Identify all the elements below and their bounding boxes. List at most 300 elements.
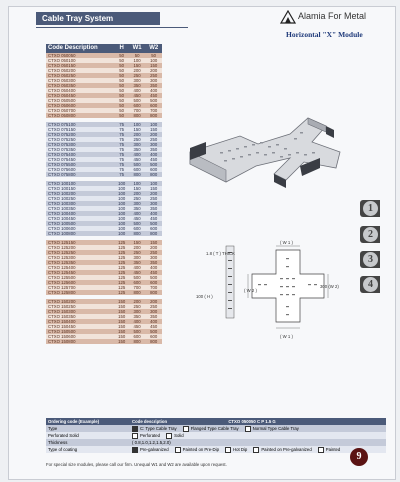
dimension-cell: 350 <box>129 260 146 265</box>
code-cell: CTXO 050450 <box>46 93 115 98</box>
dimension-cell: 400 <box>129 211 146 216</box>
dimension-cell: 250 <box>145 250 162 255</box>
dimension-cell: 400 <box>145 88 162 93</box>
dimension-cell: 450 <box>145 324 162 329</box>
dimension-cell: 250 <box>145 196 162 201</box>
page-number: 9 <box>350 448 368 466</box>
dimension-cell: 800 <box>145 290 162 295</box>
checkbox-checked-icon[interactable] <box>132 447 138 453</box>
dimension-cell: 500 <box>145 162 162 167</box>
code-cell: CTXO 100150 <box>46 186 115 191</box>
dimension-cell: 500 <box>129 275 146 280</box>
dimension-cell: 450 <box>129 270 146 275</box>
dimension-cell: 600 <box>129 103 146 108</box>
dimension-cell: 100 <box>129 122 146 127</box>
dimension-cell: 700 <box>129 285 146 290</box>
ordering-options <box>130 432 386 439</box>
code-cell: CTXO 075300 <box>46 142 115 147</box>
section-tab-4[interactable] <box>360 276 380 293</box>
option-label: Painted on Pre-galvanized <box>261 447 312 452</box>
ordering-key: Type <box>46 425 130 432</box>
column-header: Code Description <box>46 44 115 53</box>
dimension-cell: 400 <box>129 319 146 324</box>
ordering-desc: Code description <box>132 419 168 424</box>
code-cell: CTXO 150200 <box>46 299 115 304</box>
code-cell: CTXO 075450 <box>46 157 115 162</box>
dimension-cell: 800 <box>129 113 146 118</box>
dimension-cell: 125 <box>115 240 129 245</box>
dimension-cell: 400 <box>145 265 162 270</box>
option-label: Perforated <box>140 433 161 438</box>
dimension-cell: 500 <box>145 275 162 280</box>
dimension-cell: 100 <box>115 216 129 221</box>
section-title: Cable Tray System <box>36 12 160 25</box>
ordering-example-code: CTXO 050050 C P 1.5 G <box>228 419 276 424</box>
dimension-cell: 600 <box>129 167 146 172</box>
dimension-cell: 350 <box>145 83 162 88</box>
table-row <box>46 339 162 344</box>
dimension-cell: 200 <box>145 299 162 304</box>
dimension-cell: 200 <box>129 245 146 250</box>
dimension-cell: 125 <box>115 290 129 295</box>
code-cell: CTXO 125500 <box>46 275 115 280</box>
code-cell: CTXO 100450 <box>46 216 115 221</box>
dimension-cell: 500 <box>129 98 146 103</box>
spec-table <box>46 44 162 344</box>
dimension-cell: 50 <box>115 88 129 93</box>
dimension-cell: 100 <box>129 58 146 63</box>
code-cell: CTXO 100200 <box>46 191 115 196</box>
w1-top-label: ( W 1 ) <box>280 240 293 245</box>
column-header: W1 <box>129 44 146 53</box>
dimension-cell: 300 <box>145 309 162 314</box>
code-cell: CTXO 100400 <box>46 211 115 216</box>
ordering-label: Ordering code (Example) <box>46 418 130 425</box>
dimension-cell: 150 <box>145 186 162 191</box>
option-label: Normal Type Cable Tray <box>252 426 299 431</box>
dimension-cell: 450 <box>145 93 162 98</box>
ordering-key: Perforated Solid <box>46 432 130 439</box>
dimension-cell: 100 <box>115 186 129 191</box>
code-cell: CTXO 125250 <box>46 250 115 255</box>
dimension-cell: 400 <box>145 319 162 324</box>
code-cell: CTXO 100800 <box>46 231 115 236</box>
code-cell: CTXO 150400 <box>46 319 115 324</box>
dimension-cell: 500 <box>129 162 146 167</box>
dimension-cell: 150 <box>115 309 129 314</box>
code-cell: CTXO 050100 <box>46 58 115 63</box>
dimension-cell: 150 <box>115 339 129 344</box>
dimension-cell: 150 <box>115 329 129 334</box>
dimension-cell: 800 <box>145 172 162 177</box>
ordering-option[interactable] <box>225 447 247 452</box>
dimension-cell: 75 <box>115 132 129 137</box>
dimension-cell: 100 <box>129 181 146 186</box>
dimension-cell: 50 <box>115 98 129 103</box>
dimension-cell: 50 <box>115 68 129 73</box>
table-body <box>46 53 162 344</box>
ordering-body <box>46 418 386 453</box>
ordering-key: Type of coating <box>46 446 130 453</box>
title-underline <box>36 27 188 28</box>
ordering-options <box>130 439 386 446</box>
code-cell: CTXO 050300 <box>46 78 115 83</box>
dimension-cell: 150 <box>129 240 146 245</box>
dimension-drawing <box>222 240 354 340</box>
checkbox-icon[interactable] <box>318 447 324 453</box>
dimension-cell: 800 <box>129 172 146 177</box>
ordering-row <box>46 446 386 453</box>
cross-tray-illustration <box>180 108 350 204</box>
ordering-option[interactable] <box>318 447 341 452</box>
checkbox-icon[interactable] <box>245 426 251 432</box>
dimension-cell: 150 <box>115 334 129 339</box>
code-cell: CTXO 125450 <box>46 270 115 275</box>
checkbox-icon[interactable] <box>175 447 181 453</box>
dimension-cell: 200 <box>129 68 146 73</box>
code-cell: CTXO 050150 <box>46 63 115 68</box>
dimension-cell: 350 <box>145 314 162 319</box>
dimension-cell: 300 <box>129 255 146 260</box>
dimension-cell: 100 <box>115 211 129 216</box>
option-label: Hot Dip <box>232 447 248 452</box>
ordering-option[interactable] <box>132 447 169 452</box>
dimension-cell: 450 <box>145 157 162 162</box>
dimension-cell: 125 <box>115 255 129 260</box>
checkbox-icon[interactable] <box>253 447 259 453</box>
dimension-cell: 800 <box>145 113 162 118</box>
dimension-cell: 700 <box>129 108 146 113</box>
dimension-cell: 250 <box>145 304 162 309</box>
dimension-cell: 700 <box>145 285 162 290</box>
dimension-cell: 600 <box>145 167 162 172</box>
dimension-cell: 125 <box>115 280 129 285</box>
code-cell: CTXO 125700 <box>46 285 115 290</box>
dimension-cell: 75 <box>115 152 129 157</box>
dimension-cell: 300 <box>145 78 162 83</box>
code-cell: CTXO 050250 <box>46 73 115 78</box>
dimension-cell: 100 <box>145 181 162 186</box>
dimension-cell: 50 <box>115 103 129 108</box>
dimension-cell: 300 <box>145 142 162 147</box>
module-subtitle: Horizontal "X" Module <box>286 30 363 39</box>
dimension-cell: 125 <box>115 285 129 290</box>
dimension-cell: 125 <box>115 275 129 280</box>
checkbox-icon[interactable] <box>183 426 189 432</box>
dimension-cell: 150 <box>145 63 162 68</box>
ordering-options <box>130 446 386 453</box>
dimension-cell: 350 <box>129 314 146 319</box>
dimension-cell: 250 <box>145 73 162 78</box>
code-cell: CTXO 075800 <box>46 172 115 177</box>
table-header <box>46 44 162 53</box>
ordering-option[interactable] <box>183 426 239 431</box>
dimension-cell: 100 <box>115 201 129 206</box>
ordering-option[interactable] <box>132 433 160 438</box>
dimension-cell: 100 <box>115 181 129 186</box>
dimension-cell: 50 <box>115 78 129 83</box>
code-cell: CTXO 050700 <box>46 108 115 113</box>
code-cell: CTXO 075500 <box>46 162 115 167</box>
ordering-option[interactable] <box>253 447 311 452</box>
dimension-cell: 50 <box>115 113 129 118</box>
dimension-cell: 125 <box>115 260 129 265</box>
dimension-cell: 600 <box>145 103 162 108</box>
dimension-cell: 50 <box>115 63 129 68</box>
code-cell: CTXO 125400 <box>46 265 115 270</box>
dimension-cell: 600 <box>145 226 162 231</box>
dimension-cell: 50 <box>129 53 146 58</box>
section-tab-2[interactable] <box>360 226 380 243</box>
option-label: Pre-galvanized <box>140 447 169 452</box>
code-cell: CTXO 150800 <box>46 339 115 344</box>
dimension-cell: 200 <box>129 132 146 137</box>
code-cell: CTXO 100500 <box>46 221 115 226</box>
dimension-cell: 100 <box>115 196 129 201</box>
dimension-cell: 300 <box>129 142 146 147</box>
ordering-option[interactable] <box>175 447 219 452</box>
dimension-cell: 75 <box>115 162 129 167</box>
brand-name: Alamia For Metal <box>298 11 367 21</box>
thickness-label: 1.8 ( T ) THICK <box>206 251 235 256</box>
dimension-cell: 200 <box>129 299 146 304</box>
dimension-cell: 600 <box>129 226 146 231</box>
dimension-cell: 300 <box>145 255 162 260</box>
code-cell: CTXO 150250 <box>46 304 115 309</box>
dimension-cell: 350 <box>129 206 146 211</box>
ordering-option[interactable] <box>132 426 177 431</box>
dimension-cell: 500 <box>145 98 162 103</box>
dimension-cell: 50 <box>115 83 129 88</box>
dimension-cell: 450 <box>145 270 162 275</box>
dimension-cell: 250 <box>129 73 146 78</box>
code-cell: CTXO 050200 <box>46 68 115 73</box>
dimension-cell: 800 <box>129 339 146 344</box>
ordering-row <box>46 425 386 432</box>
dimension-cell: 75 <box>115 147 129 152</box>
ordering-option[interactable] <box>245 426 299 431</box>
dimension-cell: 50 <box>115 53 129 58</box>
dimension-cell: 250 <box>129 196 146 201</box>
dimension-cell: 450 <box>129 216 146 221</box>
brand-logo-icon <box>280 10 296 24</box>
ordering-options <box>130 425 386 432</box>
ordering-code-table <box>46 418 386 453</box>
column-header: H <box>115 44 129 53</box>
tab-number: 4 <box>363 277 378 292</box>
dimension-cell: 350 <box>145 206 162 211</box>
code-cell: CTXO 150600 <box>46 334 115 339</box>
code-cell: CTXO 125600 <box>46 280 115 285</box>
code-cell: CTXO 075250 <box>46 137 115 142</box>
ordering-desc-cell <box>130 418 386 425</box>
tab-number: 1 <box>363 201 378 216</box>
dimension-cell: 75 <box>115 172 129 177</box>
dimension-cell: 600 <box>145 280 162 285</box>
code-cell: CTXO 075100 <box>46 122 115 127</box>
checkbox-icon[interactable] <box>166 433 172 439</box>
code-cell: CTXO 050800 <box>46 113 115 118</box>
dimension-cell: 350 <box>145 260 162 265</box>
dimension-cell: 75 <box>115 167 129 172</box>
dimension-cell: 400 <box>129 152 146 157</box>
w2-right-label: 300 (W 2) <box>320 284 339 289</box>
dimension-cell: 300 <box>145 201 162 206</box>
dimension-cell: 150 <box>145 127 162 132</box>
dimension-cell: 800 <box>145 231 162 236</box>
dimension-cell: 75 <box>115 157 129 162</box>
ordering-option[interactable] <box>166 433 184 438</box>
dimension-cell: 75 <box>115 122 129 127</box>
dimension-cell: 250 <box>145 137 162 142</box>
dimension-cell: 500 <box>145 221 162 226</box>
dimension-cell: 200 <box>145 191 162 196</box>
dimension-cell: 100 <box>145 58 162 63</box>
option-label: Flanged Type Cable Tray <box>190 426 239 431</box>
code-cell: CTXO 100350 <box>46 206 115 211</box>
code-cell: CTXO 075400 <box>46 152 115 157</box>
dimension-cell: 200 <box>145 132 162 137</box>
option-label: Painted on Pre-Dip <box>182 447 219 452</box>
code-cell: CTXO 050400 <box>46 88 115 93</box>
dimension-cell: 800 <box>145 339 162 344</box>
dimension-cell: 125 <box>115 250 129 255</box>
code-cell: CTXO 100600 <box>46 226 115 231</box>
code-cell: CTXO 125800 <box>46 290 115 295</box>
dimension-cell: 350 <box>129 83 146 88</box>
code-cell: CTXO 100300 <box>46 201 115 206</box>
dimension-cell: 250 <box>129 250 146 255</box>
footer-note: For special size modules, please call our firm. Unequal W1 and W2 are available upon request. <box>46 462 227 467</box>
dimension-cell: 800 <box>129 231 146 236</box>
dimension-cell: 300 <box>129 309 146 314</box>
dimension-cell: 150 <box>129 63 146 68</box>
checkbox-icon[interactable] <box>132 433 138 439</box>
dimension-cell: 250 <box>129 304 146 309</box>
option-label: ( 0.8,1.0,1.2,1.5,2.0) <box>132 440 171 445</box>
code-cell: CTXO 100100 <box>46 181 115 186</box>
code-cell: CTXO 075150 <box>46 127 115 132</box>
dimension-cell: 600 <box>145 334 162 339</box>
code-cell: CTXO 075350 <box>46 147 115 152</box>
dimension-cell: 150 <box>115 314 129 319</box>
code-cell: CTXO 125200 <box>46 245 115 250</box>
section-tab-1[interactable] <box>360 200 380 217</box>
dimension-cell: 150 <box>145 240 162 245</box>
dimension-cell: 100 <box>115 191 129 196</box>
dimension-cell: 450 <box>129 324 146 329</box>
height-label: 100 ( H ) <box>196 294 213 299</box>
ordering-key: Thickness <box>46 439 130 446</box>
dimension-cell: 100 <box>115 226 129 231</box>
dimension-cell: 150 <box>129 127 146 132</box>
dimension-cell: 500 <box>129 221 146 226</box>
tab-number: 2 <box>363 227 378 242</box>
dimension-cell: 500 <box>145 329 162 334</box>
dimension-cell: 50 <box>145 53 162 58</box>
dimension-cell: 600 <box>129 334 146 339</box>
option-label: Solid <box>174 433 184 438</box>
code-cell: CTXO 125300 <box>46 255 115 260</box>
code-cell: CTXO 150300 <box>46 309 115 314</box>
dimension-cell: 400 <box>145 152 162 157</box>
dimension-cell: 100 <box>115 231 129 236</box>
option-label: Painted <box>325 447 341 452</box>
dimension-cell: 350 <box>129 147 146 152</box>
dimension-cell: 300 <box>129 201 146 206</box>
code-cell: CTXO 150350 <box>46 314 115 319</box>
dimension-cell: 125 <box>115 245 129 250</box>
dimension-cell: 50 <box>115 58 129 63</box>
checkbox-icon[interactable] <box>225 447 231 453</box>
dimension-cell: 125 <box>115 265 129 270</box>
dimension-cell: 50 <box>115 73 129 78</box>
ordering-header-row <box>46 418 386 425</box>
code-cell: CTXO 100250 <box>46 196 115 201</box>
dimension-cell: 75 <box>115 142 129 147</box>
code-cell: CTXO 150500 <box>46 329 115 334</box>
dimension-cell: 700 <box>145 108 162 113</box>
w1-bottom-label: ( W 1 ) <box>280 334 293 339</box>
dimension-cell: 200 <box>145 68 162 73</box>
dimension-cell: 75 <box>115 127 129 132</box>
code-cell: CTXO 125350 <box>46 260 115 265</box>
dimension-cell: 300 <box>129 78 146 83</box>
code-cell: CTXO 075200 <box>46 132 115 137</box>
dimension-cell: 100 <box>115 221 129 226</box>
code-cell: CTXO 050050 <box>46 53 115 58</box>
code-cell: CTXO 150450 <box>46 324 115 329</box>
dimension-cell: 150 <box>129 186 146 191</box>
dimension-cell: 450 <box>129 157 146 162</box>
dimension-cell: 350 <box>145 147 162 152</box>
dimension-cell: 500 <box>129 329 146 334</box>
dimension-cell: 100 <box>115 206 129 211</box>
dimension-cell: 250 <box>129 137 146 142</box>
dimension-cell: 600 <box>129 280 146 285</box>
section-tab-3[interactable] <box>360 251 380 268</box>
dimension-cell: 450 <box>129 93 146 98</box>
dimension-cell: 150 <box>115 324 129 329</box>
tab-number: 3 <box>363 252 378 267</box>
code-cell: CTXO 075600 <box>46 167 115 172</box>
dimension-cell: 400 <box>145 211 162 216</box>
dimension-cell: 150 <box>115 299 129 304</box>
dimension-cell: 50 <box>115 93 129 98</box>
code-cell: CTXO 050500 <box>46 98 115 103</box>
dimension-cell: 75 <box>115 137 129 142</box>
dimension-cell: 50 <box>115 108 129 113</box>
option-label: C: Type Cable Tray <box>140 426 177 431</box>
dimension-cell: 450 <box>145 216 162 221</box>
code-cell: CTXO 125150 <box>46 240 115 245</box>
checkbox-checked-icon[interactable] <box>132 426 138 432</box>
dimension-cell: 400 <box>129 265 146 270</box>
dimension-cell: 200 <box>145 245 162 250</box>
dimension-cell: 100 <box>145 122 162 127</box>
dimension-cell: 200 <box>129 191 146 196</box>
w2-left-label: ( W 2 ) <box>244 288 257 293</box>
dimension-cell: 150 <box>115 319 129 324</box>
dimension-cell: 125 <box>115 270 129 275</box>
dimension-cell: 400 <box>129 88 146 93</box>
code-cell: CTXO 050600 <box>46 103 115 108</box>
dimension-cell: 150 <box>115 304 129 309</box>
ordering-option <box>132 440 171 445</box>
ordering-row <box>46 432 386 439</box>
ordering-row <box>46 439 386 446</box>
column-header: W2 <box>145 44 162 53</box>
